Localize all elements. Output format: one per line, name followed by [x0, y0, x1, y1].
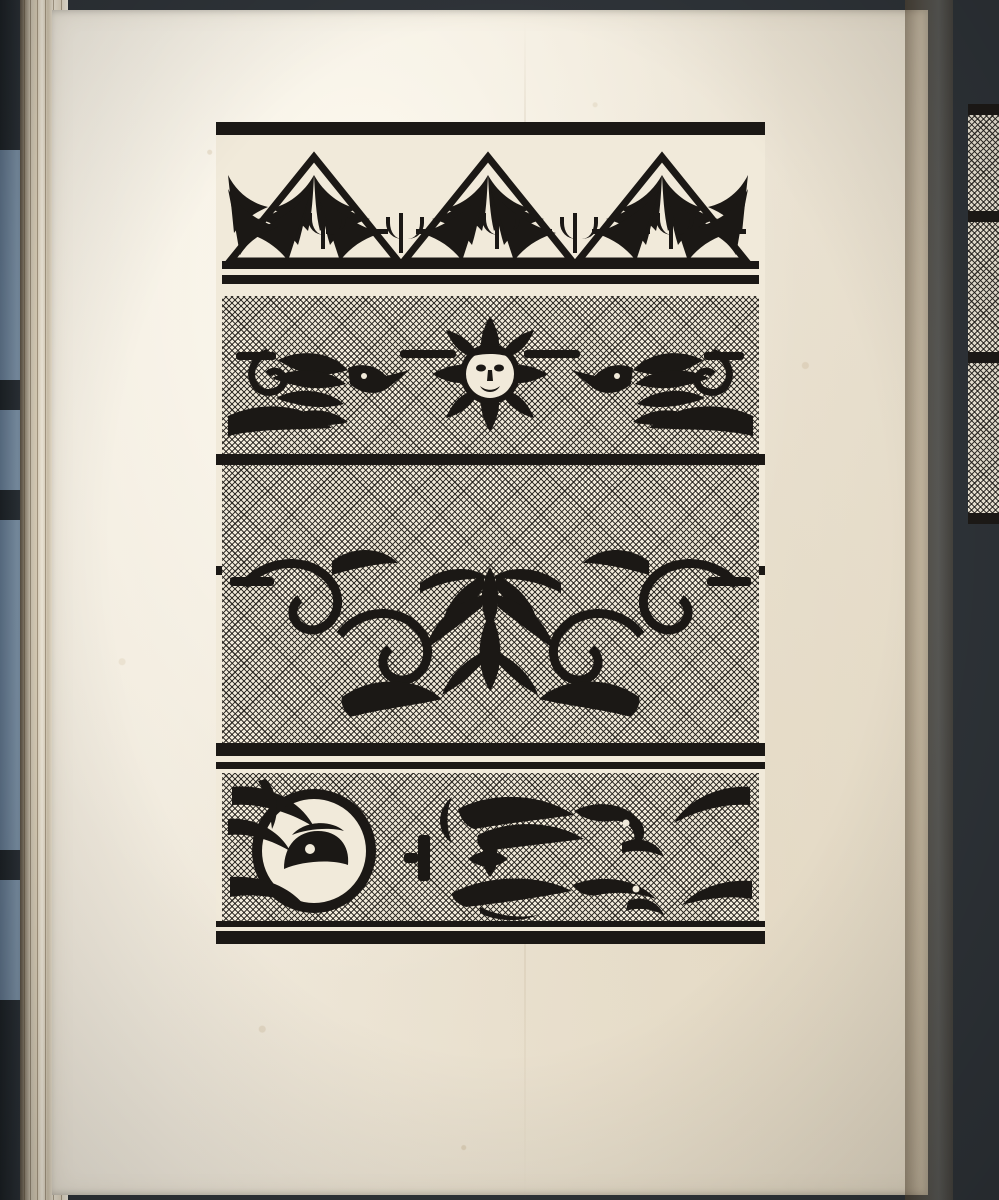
print-bottom-rule	[216, 931, 765, 944]
ornament-woodcut-print	[216, 122, 765, 944]
fleur-de-lis-ornament	[558, 213, 592, 253]
band-grotesque-mask-frieze	[222, 296, 759, 454]
tie-bar	[508, 229, 552, 234]
fore-edge-shadow	[20, 0, 36, 1200]
band-acanthus-scroll-frieze	[222, 465, 759, 743]
tie-bar	[592, 229, 650, 234]
tie-bar	[326, 229, 388, 234]
band-divider-rule	[216, 743, 765, 756]
tie-bar	[416, 229, 474, 234]
band-baseline	[222, 261, 759, 269]
fleur-de-lis-ornament	[384, 213, 418, 253]
band-divider-rule	[216, 762, 765, 769]
adjacent-print-fragment	[968, 104, 999, 524]
band-baseline	[222, 275, 759, 284]
band-triangle-palmette-frieze	[222, 135, 759, 285]
print-top-rule	[216, 122, 765, 135]
tie-bar	[684, 229, 746, 234]
band-medallion-griffin-frieze	[222, 773, 759, 921]
band-divider-rule	[216, 454, 765, 465]
print-bottom-rule-thin	[216, 921, 765, 927]
fleur-de-lis-ornament	[654, 209, 688, 249]
